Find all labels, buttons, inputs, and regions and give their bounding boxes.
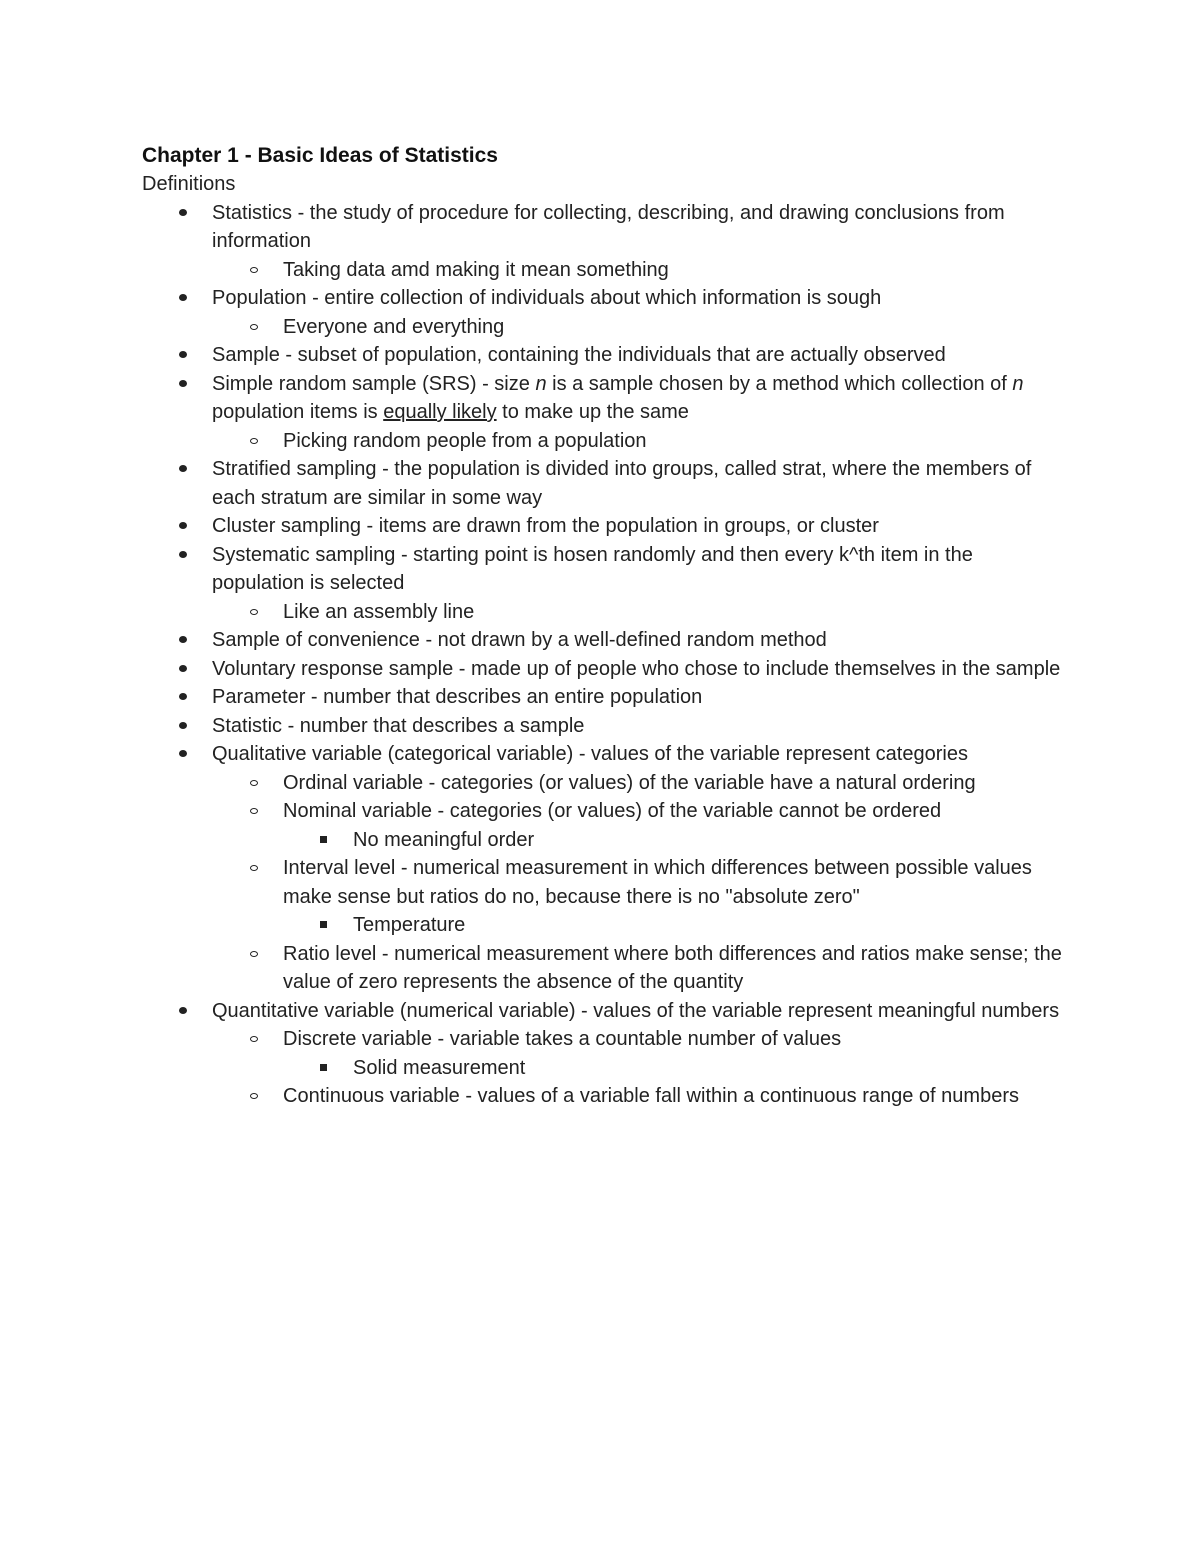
item-text: Interval level - numerical measurement in which differences between possible values make sense but ratios do no, because there is no "absolute zero"	[283, 857, 1032, 908]
sub-list	[212, 1025, 1062, 1111]
item-text: No meaningful order	[353, 828, 535, 851]
bullet-disc-icon	[176, 284, 196, 313]
list-item	[142, 683, 1062, 712]
italic-n: n	[1012, 372, 1024, 395]
list-item	[283, 1054, 1062, 1083]
list-item	[142, 370, 1062, 456]
bullet-disc-icon	[176, 341, 196, 370]
sub-list	[212, 427, 1062, 456]
text-run: to make up the same	[496, 401, 689, 423]
bullet-disc-icon	[176, 370, 196, 399]
list-item	[283, 911, 1062, 940]
list-item	[212, 797, 1062, 854]
item-text: Qualitative variable (categorical variable) - values of the variable represent categories	[212, 743, 968, 765]
bullet-disc-icon	[176, 541, 196, 570]
bullet-circle-icon	[247, 854, 267, 883]
sub-sub-list	[283, 826, 1062, 855]
item-text: Solid measurement	[353, 1056, 526, 1079]
item-text: Continuous variable - values of a variable fall within a continuous range of numbers	[283, 1085, 1019, 1107]
item-text: Stratified sampling - the population is divided into groups, called strat, where the members of each stratum are similar in some way	[212, 458, 1032, 509]
item-text: Picking random people from a population	[283, 429, 647, 452]
list-item	[212, 256, 1062, 285]
bullet-disc-icon	[176, 455, 196, 484]
list-item	[212, 854, 1062, 940]
item-text: Quantitative variable (numerical variable) - values of the variable represent meaningful numbers	[212, 999, 1060, 1022]
bullet-disc-icon	[176, 683, 196, 712]
sub-list	[212, 313, 1062, 342]
list-item	[212, 769, 1062, 798]
bullet-square-icon	[317, 1054, 337, 1083]
definitions-list	[142, 199, 1062, 1111]
list-item	[212, 427, 1062, 456]
list-item	[212, 1082, 1062, 1111]
list-item	[283, 826, 1062, 855]
list-item	[142, 455, 1062, 512]
list-item	[212, 313, 1062, 342]
text-run: is a sample chosen by a method which collection of	[546, 372, 1013, 395]
list-item	[142, 341, 1062, 370]
item-text	[212, 373, 1024, 424]
list-item	[142, 512, 1062, 541]
bullet-disc-icon	[176, 626, 196, 655]
bullet-circle-icon	[247, 598, 267, 627]
underlined-text: equally likely	[383, 401, 497, 423]
sub-list	[212, 598, 1062, 627]
item-text: Population - entire collection of individuals about which information is sough	[212, 287, 882, 309]
bullet-circle-icon	[247, 256, 267, 285]
item-text: Discrete variable - variable takes a countable number of values	[283, 1028, 842, 1050]
item-text: Temperature	[353, 914, 466, 936]
section-heading-definitions: Definitions	[142, 173, 236, 195]
bullet-disc-icon	[176, 712, 196, 741]
bullet-circle-icon	[247, 313, 267, 342]
item-text: Systematic sampling - starting point is hosen randomly and then every k^th item in the population is selected	[212, 543, 973, 594]
list-item	[142, 199, 1062, 285]
list-item	[142, 740, 1062, 997]
item-text: Voluntary response sample - made up of people who chose to include themselves in the sample	[212, 657, 1061, 680]
list-item	[212, 940, 1062, 997]
item-text: Like an assembly line	[283, 600, 475, 623]
bullet-disc-icon	[176, 655, 196, 684]
bullet-circle-icon	[247, 427, 267, 456]
list-item	[212, 598, 1062, 627]
item-text: Parameter - number that describes an entire population	[212, 686, 703, 708]
sub-sub-list	[283, 1054, 1062, 1083]
sub-list	[212, 769, 1062, 997]
item-text: Everyone and everything	[283, 315, 505, 338]
item-text: Cluster sampling - items are drawn from the population in groups, or cluster	[212, 515, 879, 537]
bullet-circle-icon	[247, 1025, 267, 1054]
list-item	[142, 284, 1062, 341]
list-item	[142, 626, 1062, 655]
bullet-disc-icon	[176, 512, 196, 541]
item-text: Nominal variable - categories (or values) of the variable cannot be ordered	[283, 800, 942, 822]
page-title: Chapter 1 - Basic Ideas of Statistics	[142, 144, 498, 167]
item-text: Taking data amd making it mean something	[283, 258, 669, 281]
text-run: population items is	[212, 401, 384, 423]
item-text: Ratio level - numerical measurement where both differences and ratios make sense; the value of zero represents the absence of the quantity	[283, 942, 1062, 993]
bullet-disc-icon	[176, 740, 196, 769]
bullet-circle-icon	[247, 797, 267, 826]
italic-n: n	[535, 372, 547, 395]
bullet-circle-icon	[247, 1082, 267, 1111]
item-text: Statistics - the study of procedure for collecting, describing, and drawing conclusions from information	[212, 201, 1005, 252]
document-page	[142, 142, 1062, 1111]
item-text: Sample of convenience - not drawn by a well-defined random method	[212, 629, 827, 651]
bullet-circle-icon	[247, 940, 267, 969]
list-item	[212, 1025, 1062, 1082]
sub-sub-list	[283, 911, 1062, 940]
list-item	[142, 655, 1062, 684]
item-text: Statistic - number that describes a sample	[212, 714, 585, 737]
list-item	[142, 997, 1062, 1111]
bullet-square-icon	[317, 826, 337, 855]
list-item	[142, 541, 1062, 627]
bullet-circle-icon	[247, 769, 267, 798]
bullet-square-icon	[317, 911, 337, 940]
item-text: Ordinal variable - categories (or values) of the variable have a natural ordering	[283, 771, 976, 794]
bullet-disc-icon	[176, 997, 196, 1026]
text-run: Simple random sample (SRS) - size	[212, 372, 536, 395]
list-item	[142, 712, 1062, 741]
item-text: Sample - subset of population, containing the individuals that are actually observed	[212, 344, 946, 366]
sub-list	[212, 256, 1062, 285]
bullet-disc-icon	[176, 199, 196, 228]
